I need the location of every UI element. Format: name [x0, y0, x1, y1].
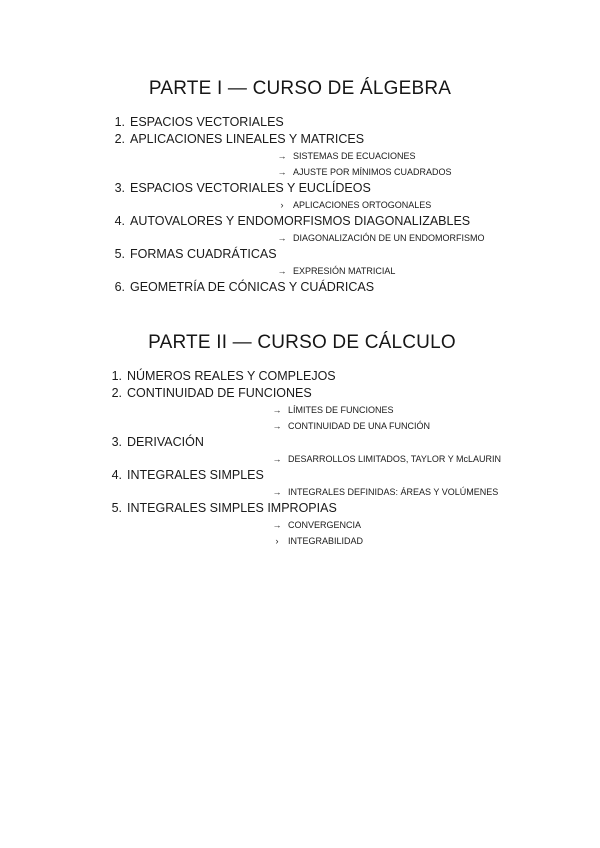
- topic-title: DERIVACIÓN: [127, 435, 204, 449]
- part-2-topic-list: [0, 368, 600, 549]
- arrow-icon: ›: [280, 200, 284, 210]
- topic-title: INTEGRALES SIMPLES: [127, 468, 264, 482]
- subtopic-list: [127, 451, 600, 467]
- topic-number: 2.: [111, 386, 122, 400]
- subtopic-item: [127, 533, 600, 549]
- arrow-icon: →: [272, 487, 282, 497]
- arrow-icon: →: [277, 151, 287, 161]
- subtopic-text: AJUSTE POR MÍNIMOS CUADRADOS: [293, 167, 452, 177]
- topic-item: [0, 467, 600, 500]
- arrow-icon: →: [272, 520, 282, 530]
- subtopic-list: [130, 148, 600, 180]
- topic-number: 3.: [114, 181, 125, 195]
- topic-number: 5.: [114, 247, 125, 261]
- arrow-icon: →: [277, 167, 287, 177]
- subtopic-text: INTEGRALES DEFINIDAS: ÁREAS Y VOLÚMENES: [288, 487, 499, 497]
- topic-item: [0, 131, 600, 180]
- subtopic-text: EXPRESIÓN MATRICIAL: [293, 266, 396, 276]
- arrow-icon: ›: [275, 536, 279, 546]
- subtopic-list: [130, 263, 600, 279]
- part-2-section: [0, 332, 600, 549]
- topic-title: FORMAS CUADRÁTICAS: [130, 247, 277, 261]
- topic-item: [0, 368, 600, 385]
- subtopic-text: SISTEMAS DE ECUACIONES: [293, 151, 416, 161]
- subtopic-item: [127, 418, 600, 434]
- topic-title: ESPACIOS VECTORIALES: [130, 115, 284, 129]
- arrow-icon: →: [272, 421, 282, 431]
- topic-item: [0, 500, 600, 549]
- subtopic-item: [130, 148, 600, 164]
- subtopic-item: [130, 263, 600, 279]
- subtopic-list: [127, 517, 600, 549]
- topic-number: 2.: [114, 132, 125, 146]
- subtopic-text: INTEGRABILIDAD: [288, 536, 364, 546]
- topic-number: 6.: [114, 280, 125, 294]
- subtopic-text: DESARROLLOS LIMITADOS, TAYLOR Y McLAURIN: [288, 454, 502, 464]
- subtopic-text: APLICACIONES ORTOGONALES: [293, 200, 432, 210]
- topic-title: CONTINUIDAD DE FUNCIONES: [127, 386, 312, 400]
- topic-item: [0, 279, 600, 296]
- topic-item: [0, 385, 600, 434]
- arrow-icon: →: [272, 454, 282, 464]
- subtopic-text: DIAGONALIZACIÓN DE UN ENDOMORFISMO: [293, 233, 485, 243]
- subtopic-item: [130, 230, 600, 246]
- topic-number: 1.: [114, 115, 125, 129]
- topic-item: [0, 434, 600, 467]
- subtopic-list: [127, 484, 600, 500]
- subtopic-text: CONVERGENCIA: [288, 520, 362, 530]
- topic-title: INTEGRALES SIMPLES IMPROPIAS: [127, 501, 337, 515]
- arrow-icon: →: [272, 405, 282, 415]
- topic-title: NÚMEROS REALES Y COMPLEJOS: [127, 369, 336, 383]
- topic-item: [0, 246, 600, 279]
- subtopic-item: [130, 197, 600, 213]
- arrow-icon: →: [277, 266, 287, 276]
- part-1-topic-list: [0, 114, 600, 296]
- topic-title: AUTOVALORES Y ENDOMORFISMOS DIAGONALIZABLES: [130, 214, 471, 228]
- topic-number: 4.: [111, 468, 122, 482]
- topic-number: 1.: [111, 369, 122, 383]
- part-2-title: PARTE II — CURSO DE CÁLCULO: [148, 332, 456, 353]
- subtopic-list: [127, 402, 600, 434]
- subtopic-text: CONTINUIDAD DE UNA FUNCIÓN: [288, 421, 431, 431]
- subtopic-list: [130, 230, 600, 246]
- topic-item: [0, 213, 600, 246]
- part-1-section: [0, 78, 600, 296]
- topic-item: [0, 114, 600, 131]
- subtopic-item: [127, 451, 600, 467]
- subtopic-item: [127, 402, 600, 418]
- topic-title: ESPACIOS VECTORIALES Y EUCLÍDEOS: [130, 181, 371, 195]
- topic-item: [0, 180, 600, 213]
- arrow-icon: →: [277, 233, 287, 243]
- part-1-title: PARTE I — CURSO DE ÁLGEBRA: [148, 78, 452, 99]
- subtopic-item: [127, 484, 600, 500]
- subtopic-text: LÍMITES DE FUNCIONES: [288, 405, 394, 415]
- subtopic-list: [130, 197, 600, 213]
- topic-number: 4.: [114, 214, 125, 228]
- subtopic-item: [130, 164, 600, 180]
- topic-title: APLICACIONES LINEALES Y MATRICES: [130, 132, 365, 146]
- topic-number: 3.: [111, 435, 122, 449]
- subtopic-item: [127, 517, 600, 533]
- topic-number: 5.: [111, 501, 122, 515]
- topic-title: GEOMETRÍA DE CÓNICAS Y CUÁDRICAS: [130, 280, 375, 294]
